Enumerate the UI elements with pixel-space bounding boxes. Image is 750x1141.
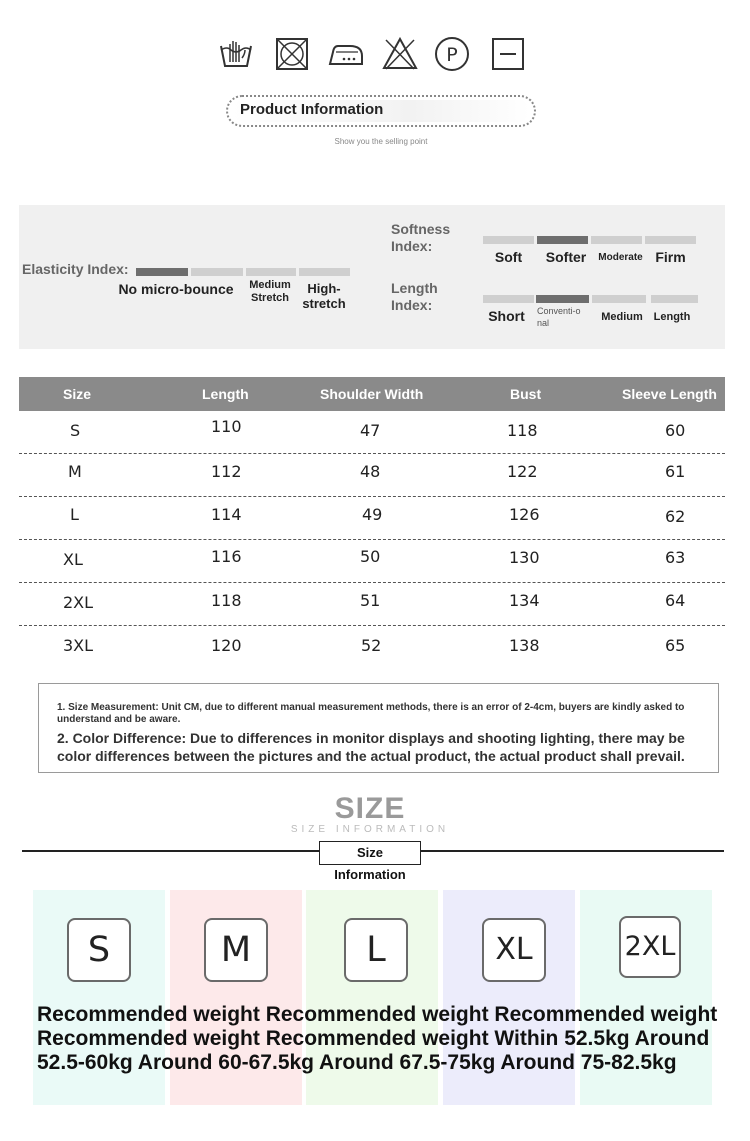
- cell-shoulder-width: 47: [360, 421, 381, 440]
- cell-bust: 134: [509, 591, 540, 610]
- care-icons-row: [218, 36, 528, 72]
- size-badge: L: [344, 918, 408, 982]
- cell-length: 114: [211, 505, 242, 524]
- softness-option: Firm: [655, 249, 686, 265]
- svg-text:P: P: [446, 44, 458, 66]
- elasticity-bar-selected: [136, 268, 188, 276]
- recommended-weight-text: [37, 1003, 727, 1075]
- color-difference-note: 2. Color Difference: Due to differences in monitor displays and shooting lighting, there may be color differences between the pictures and the actual product, the actual product shall prevail.: [57, 730, 685, 764]
- table-row: [19, 583, 725, 626]
- size-badge: XL: [482, 918, 546, 982]
- size-measurement-note: 1. Size Measurement: Unit CM, due to different manual measurement methods, there is an error of 2-4cm, buyers are kindly asked to understand and be aware.: [57, 702, 685, 725]
- elasticity-option: Medium Stretch: [249, 279, 291, 304]
- cell-size: S: [70, 421, 81, 440]
- cell-length: 116: [211, 547, 242, 566]
- cell-size: L: [70, 505, 79, 524]
- cell-sleeve-length: 60: [665, 421, 686, 440]
- cell-size: 2XL: [63, 593, 94, 612]
- cell-size: XL: [63, 550, 83, 569]
- length-bar: [483, 295, 534, 303]
- cell-bust: 130: [509, 548, 540, 567]
- length-option: Short: [488, 308, 525, 324]
- cell-sleeve-length: 62: [665, 507, 686, 526]
- cell-bust: 138: [509, 636, 540, 655]
- recommended-line: Recommended weight Recommended weight Within 52.5kg Around: [37, 1027, 710, 1050]
- length-index-label: Length Index:: [391, 280, 438, 313]
- size-badge: 2XL: [619, 916, 681, 978]
- softness-bar: [645, 236, 696, 244]
- cell-bust: 122: [507, 462, 538, 481]
- size-table-header: [19, 377, 725, 411]
- cell-size: 3XL: [63, 636, 94, 655]
- softness-option: Soft: [494, 249, 523, 265]
- softness-option: Moderate: [598, 252, 643, 263]
- recommended-line: Recommended weight Recommended weight Recommended weight: [37, 1003, 718, 1026]
- product-info-title: Product Information: [240, 101, 384, 118]
- cell-length: 110: [211, 417, 242, 436]
- cell-shoulder-width: 51: [360, 591, 381, 610]
- iron-icon: [328, 36, 364, 72]
- length-option: Medium: [601, 311, 643, 323]
- length-option: Length: [653, 311, 691, 323]
- recommended-line: 52.5-60kg Around 60-67.5kg Around 67.5-75kg Around 75-82.5kg: [37, 1051, 677, 1074]
- do-not-bleach-icon: [382, 36, 418, 72]
- cell-sleeve-length: 65: [665, 636, 686, 655]
- cell-bust: 118: [507, 421, 538, 440]
- cell-bust: 126: [509, 505, 540, 524]
- header-shoulder-width: Shoulder Width: [320, 386, 424, 402]
- elasticity-index-label: Elasticity Index:: [22, 261, 129, 277]
- size-heading: SIZE: [334, 792, 406, 825]
- cell-length: 120: [211, 636, 242, 655]
- cell-shoulder-width: 48: [360, 462, 381, 481]
- do-not-tumble-dry-icon: [274, 36, 310, 72]
- header-length: Length: [202, 386, 249, 402]
- hand-wash-icon: [218, 36, 254, 72]
- dry-flat-icon: [490, 36, 526, 72]
- size-badge: M: [204, 918, 268, 982]
- cell-size: M: [68, 462, 82, 481]
- dry-clean-p-icon: [434, 36, 470, 72]
- notes-box: [38, 683, 719, 773]
- cell-sleeve-length: 63: [665, 548, 686, 567]
- cell-sleeve-length: 64: [665, 591, 686, 610]
- elasticity-bar: [191, 268, 243, 276]
- softness-index-label: Softness Index:: [391, 221, 451, 254]
- table-row: [19, 540, 725, 583]
- length-bar-selected: [536, 295, 589, 303]
- table-row: [19, 411, 725, 454]
- table-row: [19, 454, 725, 497]
- header-size: Size: [63, 386, 92, 402]
- header-sleeve-length: Sleeve Length: [622, 386, 717, 402]
- elasticity-option: No micro-bounce: [118, 281, 234, 297]
- softness-bar: [591, 236, 642, 244]
- length-option: Conventi-onal: [537, 306, 581, 328]
- elasticity-bar: [246, 268, 296, 276]
- softness-bar: [483, 236, 534, 244]
- table-row: [19, 497, 725, 540]
- table-row: [19, 626, 725, 669]
- size-subheading: SIZE INFORMATION: [290, 824, 450, 835]
- cell-shoulder-width: 49: [362, 505, 383, 524]
- softness-bar-selected: [537, 236, 588, 244]
- cell-shoulder-width: 52: [361, 636, 382, 655]
- header-bust: Bust: [510, 386, 542, 402]
- product-info-subtitle: Show you the selling point: [334, 137, 428, 146]
- elasticity-option: High-stretch: [302, 281, 346, 311]
- cell-shoulder-width: 50: [360, 547, 381, 566]
- softness-option: Softer: [545, 249, 587, 265]
- cell-sleeve-length: 61: [665, 462, 686, 481]
- index-panel: [19, 205, 725, 349]
- cell-length: 118: [211, 591, 242, 610]
- elasticity-bar: [299, 268, 350, 276]
- cell-length: 112: [211, 462, 242, 481]
- size-badge: S: [67, 918, 131, 982]
- length-bar: [651, 295, 698, 303]
- size-information-label: Size Information: [319, 841, 421, 865]
- length-bar: [592, 295, 646, 303]
